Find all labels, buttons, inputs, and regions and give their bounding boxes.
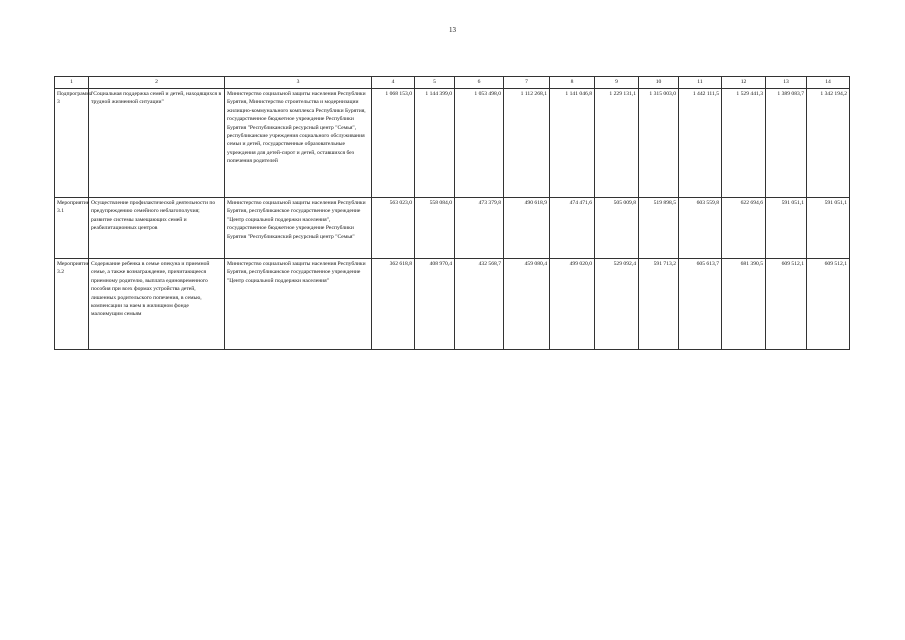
value-cell: 529 092,4 (595, 259, 639, 350)
value-cell: 490 618,9 (504, 198, 550, 259)
value-cell: 459 080,4 (504, 259, 550, 350)
value-cell: 681 390,5 (722, 259, 766, 350)
column-header: 5 (415, 77, 455, 89)
budget-table (54, 76, 850, 350)
value-cell: 591 051,1 (807, 198, 850, 259)
value-cell: 1 342 194,2 (807, 89, 850, 198)
value-cell: 1 068 153,0 (372, 89, 415, 198)
column-header: 11 (679, 77, 722, 89)
value-cell: 1 389 083,7 (766, 89, 807, 198)
column-header: 12 (722, 77, 766, 89)
value-cell: 362 618,8 (372, 259, 415, 350)
value-cell: 1 141 046,8 (550, 89, 595, 198)
value-cell: 603 559,8 (679, 198, 722, 259)
row-code: Мероприятие 3.2 (55, 259, 89, 350)
column-header: 9 (595, 77, 639, 89)
column-header: 2 (89, 77, 225, 89)
page-number: 13 (449, 26, 456, 34)
value-cell: 1 144 399,0 (415, 89, 455, 198)
value-cell: 609 512,1 (766, 259, 807, 350)
value-cell: 1 315 003,0 (639, 89, 679, 198)
value-cell: 591 713,2 (639, 259, 679, 350)
table-row (55, 89, 850, 198)
row-code: Мероприятие 3.1 (55, 198, 89, 259)
value-cell: 622 694,6 (722, 198, 766, 259)
value-cell: 1 112 268,1 (504, 89, 550, 198)
value-cell: 605 613,7 (679, 259, 722, 350)
value-cell: 408 970,4 (415, 259, 455, 350)
row-name: Содержание ребенка в семье опекуна и приемной семье, а также вознаграждение, причитающееся приемному родителю, выплата единовременного пособия при всех формах устройства детей, лишенных родительского попечения, в семью, компенсации за наем в жилищном фонде малоимущим семьям (89, 259, 225, 350)
value-cell: 1 442 111,5 (679, 89, 722, 198)
column-header: 13 (766, 77, 807, 89)
row-name: Осуществление профилактической деятельности по предупреждению семейного неблагополучия; развитие системы замещающих семей и реабилитационных центров (89, 198, 225, 259)
row-code: Подпрограмма 3 (55, 89, 89, 198)
table-row (55, 259, 850, 350)
header-row (55, 77, 850, 89)
row-executor: Министерство социальной защиты населения Республики Бурятия, республиканское государственное учреждение "Центр социальной поддержки населения" (225, 259, 372, 350)
value-cell: 432 568,7 (455, 259, 504, 350)
column-header: 10 (639, 77, 679, 89)
value-cell: 473 379,8 (455, 198, 504, 259)
table-row (55, 198, 850, 259)
row-executor: Министерство социальной защиты населения Республики Бурятия, республиканское государственное учреждение "Центр социальной поддержки населения", государственное бюджетное учреждение Республики Бурятия "Республиканский ресурсный центр "Семья" (225, 198, 372, 259)
row-executor: Министерство социальной защиты населения Республики Бурятия, Министерство строительства и модернизации жилищно-коммунального комплекса Республики Бурятия, государственное бюджетное учреждение Республики Бурятия "Республиканский ресурсный центр "Семья", республиканские учреждения социального обслуживания семьи и детей, государственные образовательные учреждения для детей-сирот и детей, оставшихся без попечения родителей (225, 89, 372, 198)
column-header: 8 (550, 77, 595, 89)
row-name: "Социальная поддержка семей и детей, находящихся в трудной жизненной ситуации" (89, 89, 225, 198)
value-cell: 505 009,8 (595, 198, 639, 259)
value-cell: 499 020,0 (550, 259, 595, 350)
value-cell: 591 051,1 (766, 198, 807, 259)
value-cell: 609 512,1 (807, 259, 850, 350)
column-header: 3 (225, 77, 372, 89)
column-header: 7 (504, 77, 550, 89)
value-cell: 519 898,5 (639, 198, 679, 259)
value-cell: 1 053 498,0 (455, 89, 504, 198)
column-header: 1 (55, 77, 89, 89)
value-cell: 1 229 131,1 (595, 89, 639, 198)
value-cell: 1 529 441,3 (722, 89, 766, 198)
value-cell: 563 023,0 (372, 198, 415, 259)
value-cell: 558 084,0 (415, 198, 455, 259)
value-cell: 474 471,6 (550, 198, 595, 259)
column-header: 4 (372, 77, 415, 89)
column-header: 14 (807, 77, 850, 89)
column-header: 6 (455, 77, 504, 89)
